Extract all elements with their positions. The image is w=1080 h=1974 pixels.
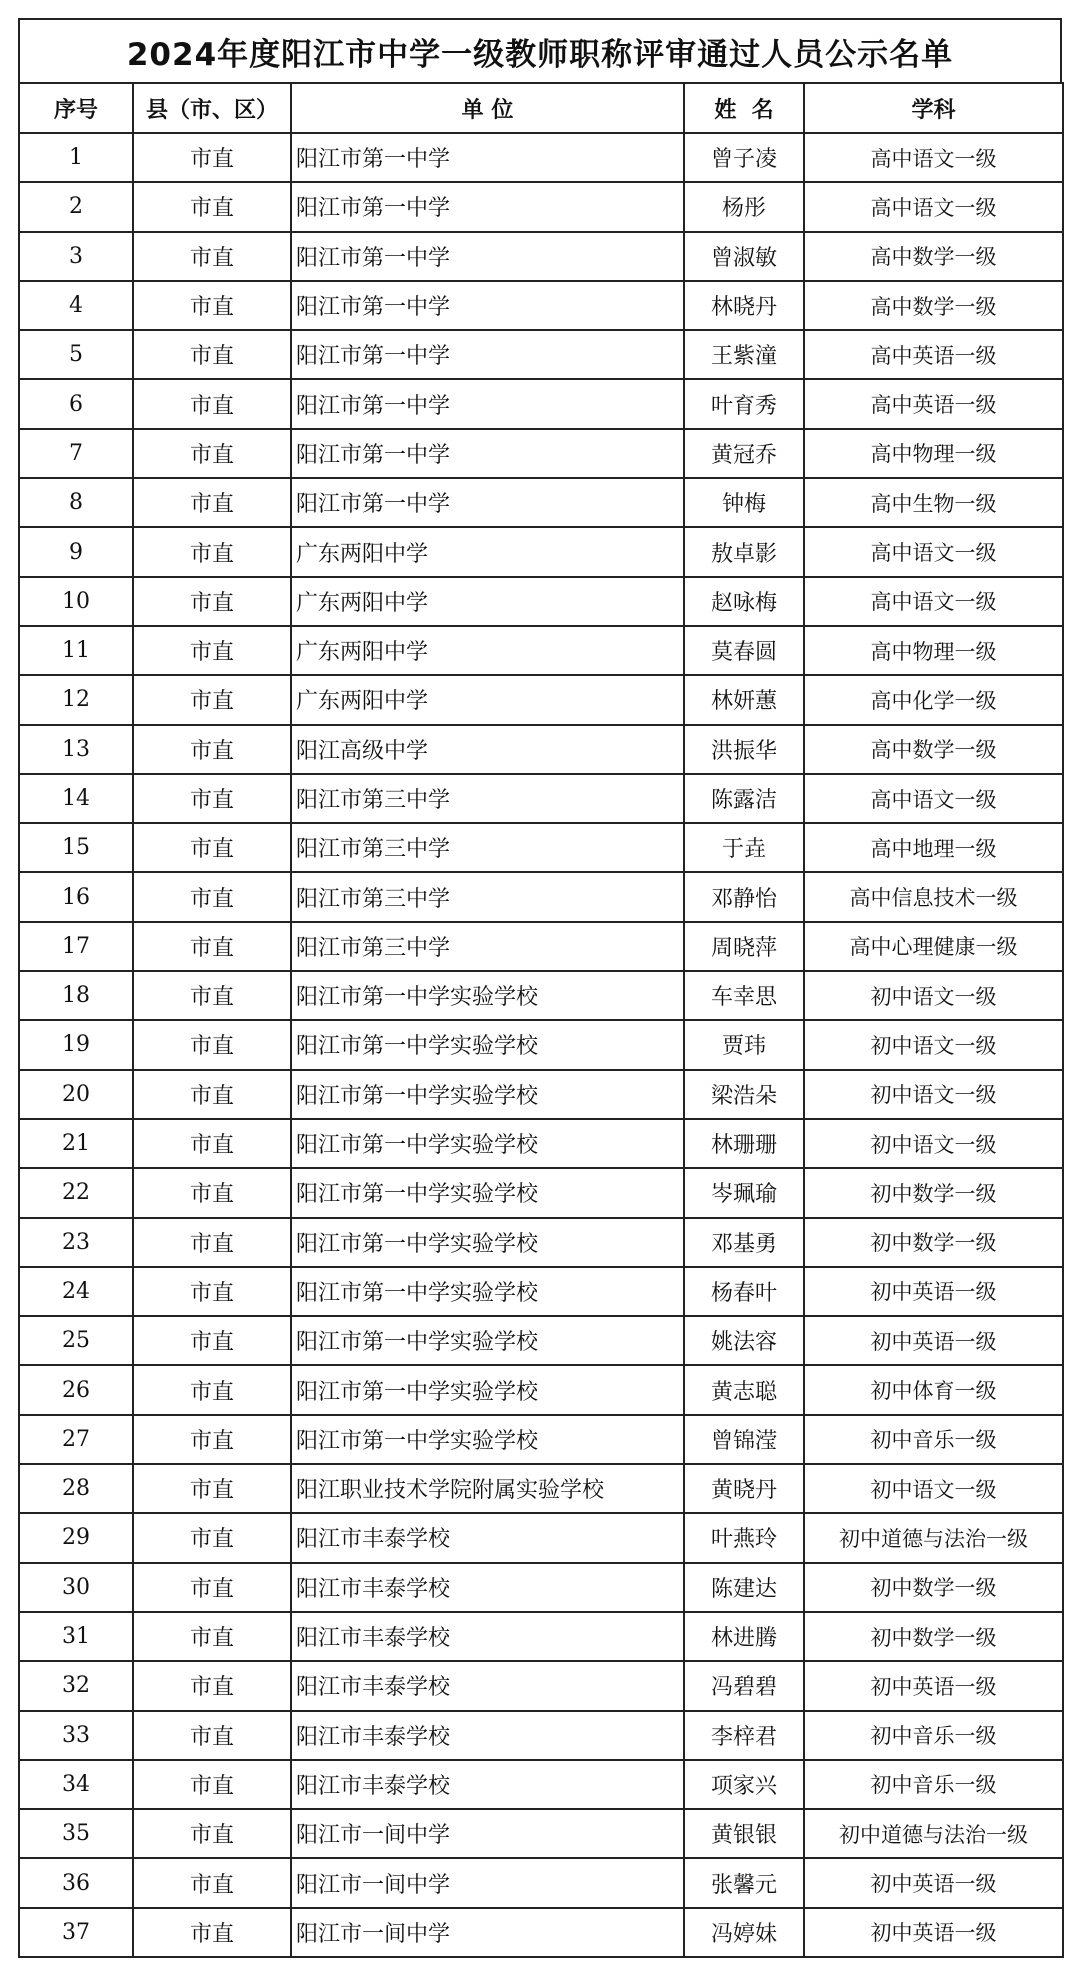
- cell-subject: 初中体育一级: [804, 1365, 1063, 1414]
- cell-unit: 阳江市一间中学: [291, 1809, 684, 1858]
- cell-index: 10: [19, 577, 133, 626]
- cell-unit: 阳江市第一中学: [291, 478, 684, 527]
- cell-index: 14: [19, 774, 133, 823]
- cell-subject: 初中音乐一级: [804, 1760, 1063, 1809]
- table-row: [19, 429, 1063, 478]
- cell-index: 8: [19, 478, 133, 527]
- cell-index: 6: [19, 379, 133, 428]
- cell-unit: 阳江市第一中学: [291, 133, 684, 182]
- cell-name: 林妍蕙: [684, 675, 804, 724]
- cell-county: 市直: [133, 527, 291, 576]
- cell-county: 市直: [133, 1464, 291, 1513]
- cell-subject: 初中英语一级: [804, 1316, 1063, 1365]
- cell-unit: 阳江市第一中学: [291, 379, 684, 428]
- cell-name: 陈露洁: [684, 774, 804, 823]
- cell-index: 16: [19, 872, 133, 921]
- cell-unit: 阳江市第一中学: [291, 182, 684, 231]
- cell-name: 项家兴: [684, 1760, 804, 1809]
- header-name: 姓 名: [684, 83, 804, 133]
- title-row: [18, 18, 1062, 82]
- cell-subject: 初中语文一级: [804, 1119, 1063, 1168]
- cell-subject: 初中道德与法治一级: [804, 1513, 1063, 1562]
- cell-county: 市直: [133, 922, 291, 971]
- cell-unit: 阳江市第三中学: [291, 774, 684, 823]
- cell-name: 陈建达: [684, 1563, 804, 1612]
- cell-unit: 阳江市第一中学: [291, 330, 684, 379]
- cell-county: 市直: [133, 626, 291, 675]
- cell-unit: 阳江市第一中学实验学校: [291, 971, 684, 1020]
- cell-name: 姚法容: [684, 1316, 804, 1365]
- cell-county: 市直: [133, 675, 291, 724]
- cell-subject: 初中数学一级: [804, 1168, 1063, 1217]
- cell-unit: 阳江市第一中学实验学校: [291, 1365, 684, 1414]
- cell-county: 市直: [133, 1119, 291, 1168]
- cell-unit: 阳江市第三中学: [291, 872, 684, 921]
- cell-index: 1: [19, 133, 133, 182]
- cell-county: 市直: [133, 182, 291, 231]
- table-row: [19, 379, 1063, 428]
- cell-county: 市直: [133, 1908, 291, 1957]
- header-subject: 学科: [804, 83, 1063, 133]
- cell-subject: 初中英语一级: [804, 1908, 1063, 1957]
- cell-unit: 阳江市丰泰学校: [291, 1612, 684, 1661]
- table-row: [19, 1612, 1063, 1661]
- cell-index: 7: [19, 429, 133, 478]
- cell-name: 黄志聪: [684, 1365, 804, 1414]
- cell-county: 市直: [133, 1070, 291, 1119]
- cell-name: 叶燕玲: [684, 1513, 804, 1562]
- table-row: [19, 626, 1063, 675]
- cell-county: 市直: [133, 1858, 291, 1907]
- cell-county: 市直: [133, 872, 291, 921]
- cell-index: 4: [19, 281, 133, 330]
- cell-unit: 阳江市第一中学实验学校: [291, 1316, 684, 1365]
- table-row: [19, 1661, 1063, 1710]
- cell-unit: 广东两阳中学: [291, 577, 684, 626]
- cell-county: 市直: [133, 330, 291, 379]
- cell-name: 冯婷妹: [684, 1908, 804, 1957]
- cell-subject: 初中语文一级: [804, 1020, 1063, 1069]
- cell-unit: 阳江市丰泰学校: [291, 1661, 684, 1710]
- table-row: [19, 1858, 1063, 1907]
- cell-index: 23: [19, 1218, 133, 1267]
- cell-unit: 阳江市第一中学实验学校: [291, 1119, 684, 1168]
- cell-county: 市直: [133, 1563, 291, 1612]
- cell-subject: 高中英语一级: [804, 330, 1063, 379]
- cell-name: 黄银银: [684, 1809, 804, 1858]
- cell-index: 17: [19, 922, 133, 971]
- cell-subject: 初中数学一级: [804, 1218, 1063, 1267]
- table-row: [19, 1020, 1063, 1069]
- table-row: [19, 1711, 1063, 1760]
- cell-index: 37: [19, 1908, 133, 1957]
- table-header-row: [19, 83, 1063, 133]
- table-row: [19, 133, 1063, 182]
- cell-unit: 阳江市第一中学: [291, 429, 684, 478]
- cell-name: 叶育秀: [684, 379, 804, 428]
- cell-county: 市直: [133, 971, 291, 1020]
- cell-unit: 广东两阳中学: [291, 675, 684, 724]
- cell-name: 车幸思: [684, 971, 804, 1020]
- teacher-list-table: [18, 82, 1064, 1958]
- cell-index: 29: [19, 1513, 133, 1562]
- cell-unit: 阳江市第一中学实验学校: [291, 1267, 684, 1316]
- cell-name: 林珊珊: [684, 1119, 804, 1168]
- table-row: [19, 1908, 1063, 1957]
- cell-name: 林晓丹: [684, 281, 804, 330]
- table-row: [19, 971, 1063, 1020]
- table-row: [19, 872, 1063, 921]
- table-row: [19, 330, 1063, 379]
- cell-subject: 高中语文一级: [804, 774, 1063, 823]
- cell-subject: 高中英语一级: [804, 379, 1063, 428]
- cell-index: 15: [19, 823, 133, 872]
- cell-county: 市直: [133, 133, 291, 182]
- table-row: [19, 577, 1063, 626]
- cell-index: 31: [19, 1612, 133, 1661]
- table-row: [19, 1563, 1063, 1612]
- cell-index: 20: [19, 1070, 133, 1119]
- cell-unit: 阳江市第三中学: [291, 922, 684, 971]
- cell-county: 市直: [133, 1612, 291, 1661]
- cell-name: 岑珮瑜: [684, 1168, 804, 1217]
- table-row: [19, 823, 1063, 872]
- cell-index: 21: [19, 1119, 133, 1168]
- cell-county: 市直: [133, 281, 291, 330]
- table-row: [19, 1316, 1063, 1365]
- cell-county: 市直: [133, 1513, 291, 1562]
- cell-subject: 高中语文一级: [804, 527, 1063, 576]
- cell-county: 市直: [133, 1809, 291, 1858]
- cell-subject: 高中语文一级: [804, 133, 1063, 182]
- cell-unit: 阳江市一间中学: [291, 1858, 684, 1907]
- cell-subject: 高中数学一级: [804, 232, 1063, 281]
- cell-unit: 阳江市第三中学: [291, 823, 684, 872]
- cell-unit: 阳江市第一中学: [291, 232, 684, 281]
- table-row: [19, 922, 1063, 971]
- cell-unit: 阳江职业技术学院附属实验学校: [291, 1464, 684, 1513]
- cell-county: 市直: [133, 774, 291, 823]
- notice-sheet: [18, 18, 1062, 1958]
- cell-subject: 高中物理一级: [804, 429, 1063, 478]
- table-row: [19, 182, 1063, 231]
- table-row: [19, 675, 1063, 724]
- cell-index: 19: [19, 1020, 133, 1069]
- header-unit: 单 位: [291, 83, 684, 133]
- cell-name: 曾子凌: [684, 133, 804, 182]
- cell-index: 22: [19, 1168, 133, 1217]
- cell-county: 市直: [133, 232, 291, 281]
- cell-index: 27: [19, 1415, 133, 1464]
- cell-unit: 阳江高级中学: [291, 725, 684, 774]
- header-index: 序号: [19, 83, 133, 133]
- cell-index: 30: [19, 1563, 133, 1612]
- cell-county: 市直: [133, 1316, 291, 1365]
- cell-unit: 阳江市丰泰学校: [291, 1563, 684, 1612]
- cell-index: 25: [19, 1316, 133, 1365]
- table-row: [19, 527, 1063, 576]
- cell-index: 13: [19, 725, 133, 774]
- cell-unit: 阳江市丰泰学校: [291, 1760, 684, 1809]
- cell-name: 曾淑敏: [684, 232, 804, 281]
- cell-unit: 阳江市一间中学: [291, 1908, 684, 1957]
- cell-unit: 广东两阳中学: [291, 626, 684, 675]
- cell-subject: 初中英语一级: [804, 1267, 1063, 1316]
- cell-name: 梁浩朵: [684, 1070, 804, 1119]
- cell-unit: 阳江市丰泰学校: [291, 1711, 684, 1760]
- table-row: [19, 1267, 1063, 1316]
- cell-subject: 初中语文一级: [804, 1070, 1063, 1119]
- cell-index: 18: [19, 971, 133, 1020]
- cell-name: 曾锦滢: [684, 1415, 804, 1464]
- cell-subject: 初中数学一级: [804, 1612, 1063, 1661]
- table-row: [19, 478, 1063, 527]
- cell-subject: 初中英语一级: [804, 1858, 1063, 1907]
- cell-county: 市直: [133, 1661, 291, 1710]
- cell-subject: 高中语文一级: [804, 182, 1063, 231]
- cell-name: 邓基勇: [684, 1218, 804, 1267]
- cell-subject: 初中语文一级: [804, 1464, 1063, 1513]
- cell-index: 28: [19, 1464, 133, 1513]
- table-row: [19, 281, 1063, 330]
- cell-subject: 初中语文一级: [804, 971, 1063, 1020]
- cell-name: 莫春圆: [684, 626, 804, 675]
- cell-subject: 高中数学一级: [804, 281, 1063, 330]
- cell-subject: 高中地理一级: [804, 823, 1063, 872]
- cell-name: 邓静怡: [684, 872, 804, 921]
- cell-name: 张馨元: [684, 1858, 804, 1907]
- cell-index: 26: [19, 1365, 133, 1414]
- table-row: [19, 1365, 1063, 1414]
- cell-unit: 阳江市丰泰学校: [291, 1513, 684, 1562]
- table-row: [19, 1513, 1063, 1562]
- cell-subject: 高中信息技术一级: [804, 872, 1063, 921]
- cell-name: 敖卓影: [684, 527, 804, 576]
- cell-county: 市直: [133, 1168, 291, 1217]
- table-row: [19, 1464, 1063, 1513]
- cell-county: 市直: [133, 1760, 291, 1809]
- cell-county: 市直: [133, 478, 291, 527]
- cell-name: 贾玮: [684, 1020, 804, 1069]
- cell-unit: 广东两阳中学: [291, 527, 684, 576]
- cell-unit: 阳江市第一中学实验学校: [291, 1415, 684, 1464]
- cell-name: 黄晓丹: [684, 1464, 804, 1513]
- cell-unit: 阳江市第一中学实验学校: [291, 1168, 684, 1217]
- cell-county: 市直: [133, 1365, 291, 1414]
- cell-index: 35: [19, 1809, 133, 1858]
- table-row: [19, 232, 1063, 281]
- cell-index: 33: [19, 1711, 133, 1760]
- cell-subject: 高中数学一级: [804, 725, 1063, 774]
- cell-unit: 阳江市第一中学实验学校: [291, 1070, 684, 1119]
- cell-index: 36: [19, 1858, 133, 1907]
- cell-name: 周晓萍: [684, 922, 804, 971]
- cell-county: 市直: [133, 1218, 291, 1267]
- cell-subject: 高中生物一级: [804, 478, 1063, 527]
- cell-county: 市直: [133, 577, 291, 626]
- cell-index: 2: [19, 182, 133, 231]
- cell-subject: 初中英语一级: [804, 1661, 1063, 1710]
- header-county: 县（市、区）: [133, 83, 291, 133]
- table-row: [19, 1168, 1063, 1217]
- cell-county: 市直: [133, 1711, 291, 1760]
- cell-name: 王紫潼: [684, 330, 804, 379]
- cell-name: 洪振华: [684, 725, 804, 774]
- table-row: [19, 1218, 1063, 1267]
- cell-unit: 阳江市第一中学: [291, 281, 684, 330]
- cell-county: 市直: [133, 725, 291, 774]
- cell-name: 冯碧碧: [684, 1661, 804, 1710]
- cell-index: 24: [19, 1267, 133, 1316]
- table-row: [19, 1760, 1063, 1809]
- cell-name: 赵咏梅: [684, 577, 804, 626]
- table-row: [19, 1415, 1063, 1464]
- cell-county: 市直: [133, 379, 291, 428]
- cell-index: 5: [19, 330, 133, 379]
- cell-name: 钟梅: [684, 478, 804, 527]
- cell-index: 32: [19, 1661, 133, 1710]
- cell-index: 11: [19, 626, 133, 675]
- table-row: [19, 774, 1063, 823]
- cell-county: 市直: [133, 1415, 291, 1464]
- cell-subject: 初中道德与法治一级: [804, 1809, 1063, 1858]
- cell-subject: 高中物理一级: [804, 626, 1063, 675]
- cell-subject: 高中语文一级: [804, 577, 1063, 626]
- cell-name: 李梓君: [684, 1711, 804, 1760]
- cell-index: 34: [19, 1760, 133, 1809]
- cell-subject: 初中音乐一级: [804, 1415, 1063, 1464]
- cell-county: 市直: [133, 429, 291, 478]
- table-row: [19, 1809, 1063, 1858]
- cell-name: 杨春叶: [684, 1267, 804, 1316]
- cell-county: 市直: [133, 1020, 291, 1069]
- table-row: [19, 725, 1063, 774]
- table-row: [19, 1119, 1063, 1168]
- cell-name: 林进腾: [684, 1612, 804, 1661]
- cell-unit: 阳江市第一中学实验学校: [291, 1218, 684, 1267]
- cell-name: 于垚: [684, 823, 804, 872]
- cell-county: 市直: [133, 823, 291, 872]
- page-title: 2024年度阳江市中学一级教师职称评审通过人员公示名单: [126, 36, 954, 73]
- cell-subject: 高中化学一级: [804, 675, 1063, 724]
- cell-name: 黄冠乔: [684, 429, 804, 478]
- table-row: [19, 1070, 1063, 1119]
- cell-county: 市直: [133, 1267, 291, 1316]
- cell-subject: 高中心理健康一级: [804, 922, 1063, 971]
- cell-subject: 初中音乐一级: [804, 1711, 1063, 1760]
- cell-name: 杨彤: [684, 182, 804, 231]
- cell-index: 3: [19, 232, 133, 281]
- cell-unit: 阳江市第一中学实验学校: [291, 1020, 684, 1069]
- cell-index: 12: [19, 675, 133, 724]
- cell-index: 9: [19, 527, 133, 576]
- cell-subject: 初中数学一级: [804, 1563, 1063, 1612]
